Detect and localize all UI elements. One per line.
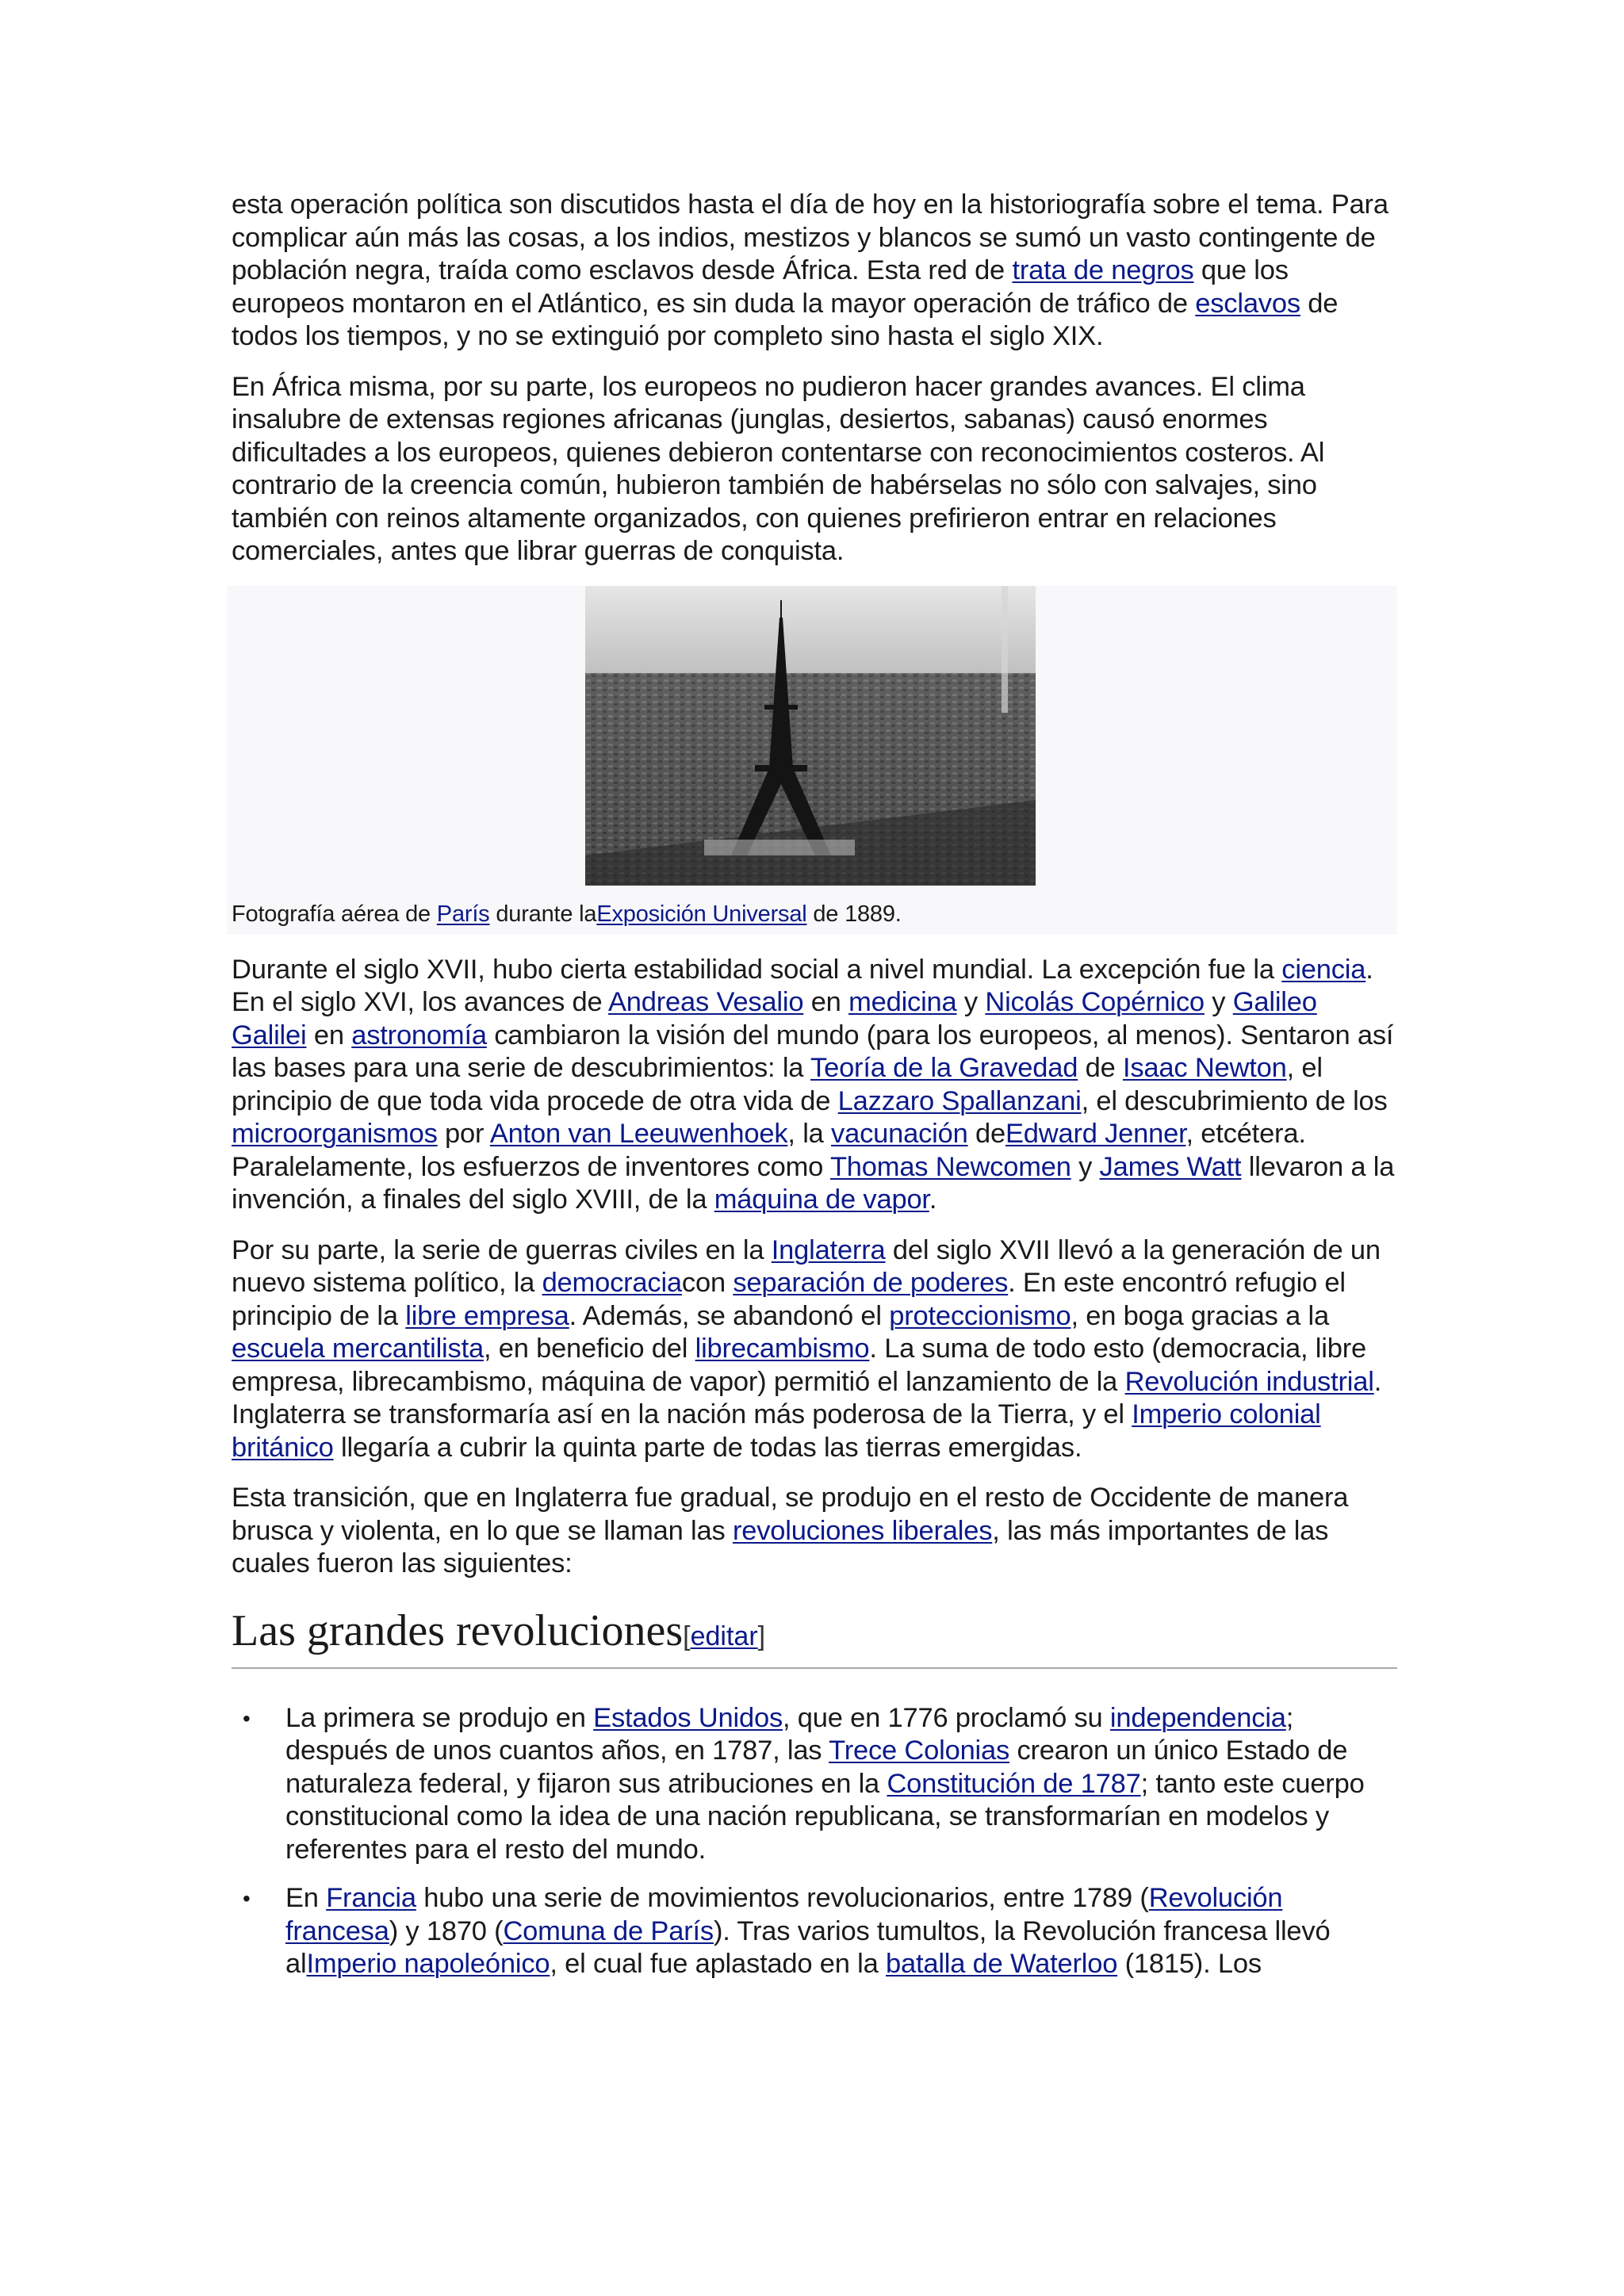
text-run: hubo una serie de movimientos revolucionarios, entre 1789 ( xyxy=(416,1883,1149,1913)
paragraph xyxy=(232,1482,1397,1581)
inline-link[interactable]: Inglaterra xyxy=(771,1234,886,1265)
text-run: , el cual fue aplastado en la xyxy=(550,1949,886,1979)
inline-link[interactable]: astronomía xyxy=(351,1020,487,1050)
inline-link[interactable]: máquina de vapor xyxy=(714,1184,929,1215)
text-run: , el principio de que toda vida procede de otra vida de xyxy=(232,1053,1323,1116)
text-run: ; tanto este cuerpo constitucional como la idea de una nación republicana, se transformarían en modelos y referentes para el resto del mundo. xyxy=(285,1768,1365,1865)
inline-link[interactable]: Exposición Universal xyxy=(596,901,807,927)
text-run: por xyxy=(437,1119,490,1149)
paragraph xyxy=(232,371,1397,568)
text-run: , en beneficio del xyxy=(483,1334,695,1364)
paragraph xyxy=(232,954,1397,1217)
inline-link[interactable]: Teoría de la Gravedad xyxy=(810,1053,1078,1083)
inline-link[interactable]: separación de poderes xyxy=(733,1268,1009,1298)
text-block-main xyxy=(232,954,1397,1581)
inline-link[interactable]: Estados Unidos xyxy=(593,1702,783,1733)
inline-link[interactable]: Imperio colonial británico xyxy=(232,1399,1321,1463)
inline-link[interactable]: Andreas Vesalio xyxy=(607,987,804,1017)
text-run: La primera se produjo en xyxy=(285,1702,594,1733)
photo-image xyxy=(585,586,1036,886)
text-run: llegaría a cubrir la quinta parte de todas las tierras emergidas. xyxy=(333,1432,1082,1463)
inline-link[interactable]: escuela mercantilista xyxy=(232,1334,484,1364)
text-run: de xyxy=(1078,1053,1123,1083)
text-run: Esta transición, que en Inglaterra fue gradual, se produjo en el resto de Occidente de manera brusca y violenta, en lo que se llaman las xyxy=(232,1483,1349,1546)
text-run: En África misma, por su parte, los europeos no pudieron hacer grandes avances. El clima insalubre de extensas regiones africanas (junglas, desiertos, sabanas) causó enormes dificultades a los europeos, quienes debieron contentarse con reconocimientos costeros. Al contrario de la creencia común, hubieron también de habérselas no sólo con salvajes, sino también con reinos altamente organizados, con quienes prefirieron entrar en relaciones comerciales, antes que librar guerras de conquista. xyxy=(232,371,1325,566)
text-run: ) y 1870 ( xyxy=(389,1915,504,1946)
text-run: (1815). Los xyxy=(1117,1949,1262,1979)
text-run: . La suma de todo esto (democracia, libre empresa, librecambismo, máquina de vapor) permitió el lanzamiento de la xyxy=(232,1334,1366,1397)
text-run: cambiaron la visión del mundo (para los europeos, al menos). Sentaron así las bases para una serie de descubrimientos: la xyxy=(232,1020,1394,1083)
list-item xyxy=(232,1702,1397,1867)
paragraph xyxy=(232,1234,1397,1465)
text-run: . En este encontró refugio el principio de la xyxy=(232,1268,1346,1331)
inline-link[interactable]: trata de negros xyxy=(1012,255,1194,285)
inline-link[interactable]: independencia xyxy=(1109,1702,1286,1733)
text-run: de 1889. xyxy=(806,901,902,927)
inline-link[interactable]: Isaac Newton xyxy=(1122,1053,1287,1083)
aerial-photo-paris-eiffel-tower[interactable] xyxy=(585,586,1036,886)
inline-link[interactable]: James Watt xyxy=(1099,1151,1242,1182)
inline-link[interactable]: Nicolás Copérnico xyxy=(985,987,1205,1017)
text-run: En xyxy=(285,1883,327,1913)
inline-link[interactable]: Trece Colonias xyxy=(829,1735,1010,1766)
document-page xyxy=(232,189,1397,1997)
inline-link[interactable]: Thomas Newcomen xyxy=(829,1151,1071,1182)
inline-link[interactable]: proteccionismo xyxy=(889,1300,1071,1331)
list-item xyxy=(232,1882,1397,1981)
text-run: y xyxy=(956,987,986,1017)
text-run: Fotografía aérea de xyxy=(232,901,437,927)
text-run: Durante el siglo XVII, hubo cierta estabilidad social a nivel mundial. La excepción fue la xyxy=(232,954,1282,985)
inline-link[interactable]: Lazzaro Spallanzani xyxy=(837,1085,1082,1116)
inline-link[interactable]: Constitución de 1787 xyxy=(887,1768,1141,1799)
text-run: Por su parte, la serie de guerras civiles en la xyxy=(232,1234,772,1265)
inline-link[interactable]: microorganismos xyxy=(232,1119,438,1149)
text-run: y xyxy=(1204,987,1233,1017)
text-run: . En el siglo XVI, los avances de xyxy=(232,954,1373,1017)
text-run: . xyxy=(929,1184,937,1215)
text-run: . Inglaterra se transformaría así en la nación más poderosa de la Tierra, y el xyxy=(232,1366,1382,1429)
text-run: , que en 1776 proclamó su xyxy=(783,1702,1110,1733)
text-block-intro xyxy=(232,189,1397,568)
inline-link[interactable]: Comuna de París xyxy=(503,1915,714,1946)
inline-link[interactable]: Revolución industrial xyxy=(1124,1366,1374,1397)
inline-link[interactable]: Imperio napoleónico xyxy=(306,1949,550,1979)
edit-link[interactable]: editar xyxy=(690,1621,758,1651)
bullet-icon: • xyxy=(243,1705,251,1731)
inline-link[interactable]: Revolución francesa xyxy=(285,1883,1283,1946)
text-run: en xyxy=(306,1020,352,1050)
inline-link[interactable]: democracia xyxy=(542,1268,682,1298)
inline-link[interactable]: libre empresa xyxy=(405,1300,569,1331)
inline-link[interactable]: librecambismo xyxy=(695,1334,870,1364)
text-run: , en boga gracias a la xyxy=(1071,1300,1329,1331)
text-run: del siglo XVII llevó a la generación de un nuevo sistema político, la xyxy=(232,1234,1381,1298)
text-run: , la xyxy=(787,1119,832,1149)
inline-link[interactable]: París xyxy=(436,901,490,927)
bullet-icon: • xyxy=(243,1886,251,1911)
figure xyxy=(227,586,1397,935)
text-run: ). Tras varios tumultos, la Revolución francesa llevó al xyxy=(285,1915,1331,1979)
text-run: esta operación política son discutidos hasta el día de hoy en la historiografía sobre el tema. Para complicar aún más las cosas, a los indios, mestizos y blancos se sumó un vasto contingente de población negra, traída como esclavos desde África. Esta red de xyxy=(232,189,1388,285)
revolutions-list xyxy=(232,1702,1397,1981)
inline-link[interactable]: revoluciones liberales xyxy=(732,1515,993,1546)
text-run: de xyxy=(967,1119,1005,1149)
paragraph xyxy=(232,189,1397,354)
inline-link[interactable]: Edward Jenner xyxy=(1005,1119,1186,1149)
text-run: que los europeos montaron en el Atlántico, es sin duda la mayor operación de tráfico de xyxy=(232,255,1289,319)
text-run: , etcétera. Paralelamente, los esfuerzos de inventores como xyxy=(232,1119,1306,1182)
inline-link[interactable]: ciencia xyxy=(1281,954,1366,985)
text-run: , el descubrimiento de los xyxy=(1081,1085,1388,1116)
inline-link[interactable]: Anton van Leeuwenhoek xyxy=(489,1119,788,1149)
section-title: Las grandes revoluciones xyxy=(232,1605,684,1655)
text-run: en xyxy=(803,987,849,1017)
inline-link[interactable]: vacunación xyxy=(831,1119,968,1149)
text-run: , las más importantes de las cuales fueron las siguientes: xyxy=(232,1515,1329,1578)
text-run: crearon un único Estado de naturaleza federal, y fijaron sus atribuciones en la xyxy=(285,1735,1348,1799)
text-run: de todos los tiempos, y no se extinguió por completo sino hasta el siglo XIX. xyxy=(232,288,1339,351)
figure-caption xyxy=(232,900,902,928)
text-run: con xyxy=(681,1268,733,1298)
text-run: llevaron a la invención, a finales del siglo XVIII, de la xyxy=(232,1151,1395,1215)
inline-link[interactable]: Francia xyxy=(326,1883,416,1913)
inline-link[interactable]: Galileo Galilei xyxy=(232,987,1317,1050)
section-heading xyxy=(232,1603,1397,1669)
text-run: y xyxy=(1071,1151,1100,1182)
text-run: durante la xyxy=(489,901,597,927)
inline-link[interactable]: esclavos xyxy=(1195,288,1300,319)
inline-link[interactable]: batalla de Waterloo xyxy=(886,1949,1118,1979)
edit-section-link: [editar] xyxy=(683,1621,766,1651)
text-run: . Además, se abandonó el xyxy=(569,1300,890,1331)
text-run: ; después de unos cuantos años, en 1787, las xyxy=(285,1702,1294,1766)
inline-link[interactable]: medicina xyxy=(848,987,957,1017)
